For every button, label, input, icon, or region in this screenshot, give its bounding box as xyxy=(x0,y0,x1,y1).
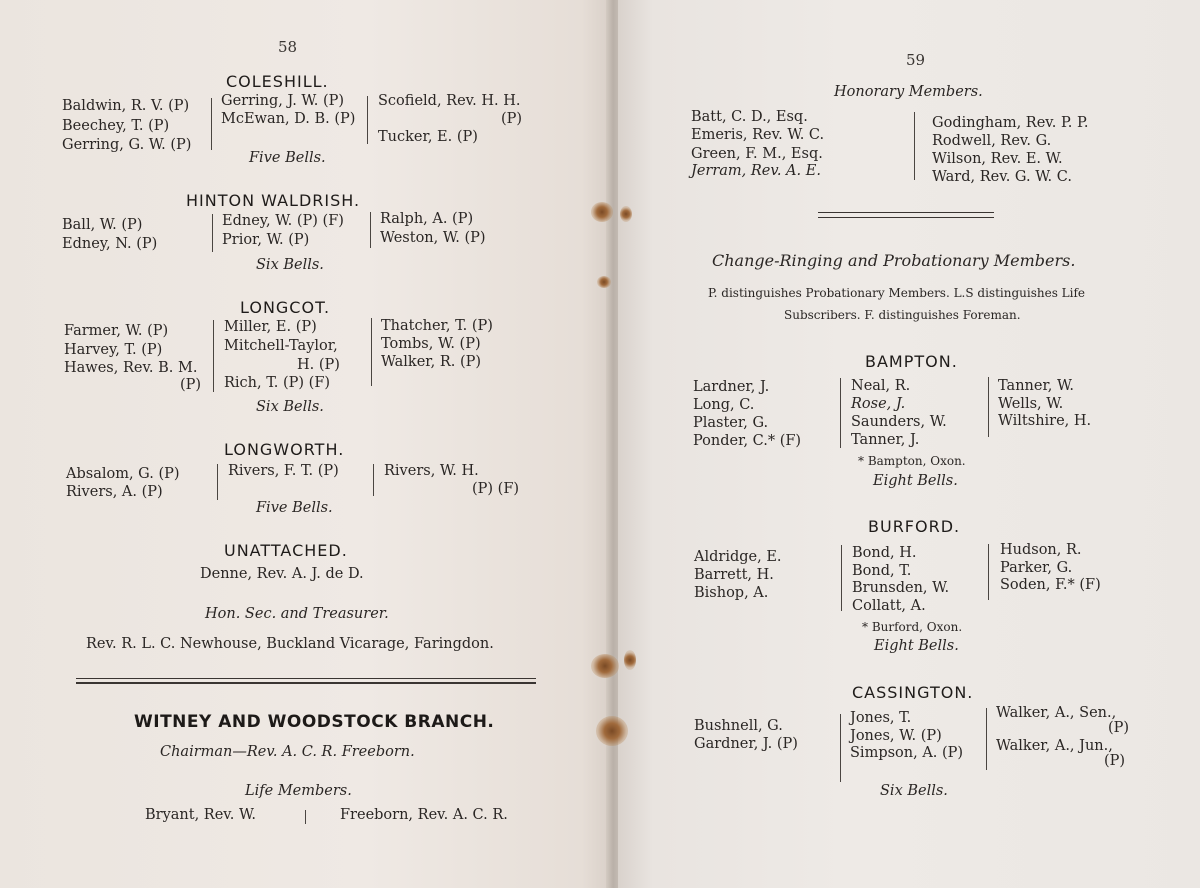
member-entry: Godingham, Rev. P. P. xyxy=(932,115,1089,131)
member-entry: Batt, C. D., Esq. xyxy=(691,109,808,125)
branch-chairman: Chairman—Rev. A. C. R. Freeborn. xyxy=(160,744,415,760)
member-entry: Edney, W. (P) (F) xyxy=(222,213,344,229)
member-entry: Lardner, J. xyxy=(693,379,770,395)
member-entry: Bishop, A. xyxy=(694,585,769,601)
column-divider xyxy=(305,810,306,824)
member-entry: Saunders, W. xyxy=(851,414,947,430)
member-entry: Emeris, Rev. W. C. xyxy=(691,127,825,143)
member-entry: Gerring, G. W. (P) xyxy=(62,137,192,153)
member-entry: Rivers, W. H. xyxy=(384,463,479,479)
member-entry: Bond, H. xyxy=(852,545,917,561)
member-entry: (P) xyxy=(1108,720,1130,736)
member-entry: Miller, E. (P) xyxy=(224,319,317,335)
member-entry: Brunsden, W. xyxy=(852,580,950,596)
column-divider xyxy=(367,96,368,144)
section-heading-coleshill: COLESHILL. xyxy=(226,72,329,91)
member-entry: McEwan, D. B. (P) xyxy=(221,111,356,127)
change-ringing-title: Change-Ringing and Probationary Members. xyxy=(712,251,1076,270)
member-entry: Ponder, C.* (F) xyxy=(693,433,802,449)
member-entry: Baldwin, R. V. (P) xyxy=(62,98,190,114)
member-entry: Collatt, A. xyxy=(852,598,926,614)
rust-stain xyxy=(624,650,636,670)
member-entry: Weston, W. (P) xyxy=(380,230,486,246)
section-rule xyxy=(76,682,536,684)
member-entry: Denne, Rev. A. J. de D. xyxy=(200,566,364,582)
member-entry: Simpson, A. (P) xyxy=(850,745,964,761)
column-divider xyxy=(373,464,374,496)
member-entry: Beechey, T. (P) xyxy=(62,118,170,134)
branch-title: WITNEY AND WOODSTOCK BRANCH. xyxy=(134,712,495,732)
member-entry: Scofield, Rev. H. H. xyxy=(378,93,521,109)
member-entry: Barrett, H. xyxy=(694,567,774,583)
member-entry: Mitchell-Taylor, xyxy=(224,338,338,354)
section-heading-longworth: LONGWORTH. xyxy=(224,440,345,459)
life-members-label: Life Members. xyxy=(245,783,352,799)
member-entry: (P) xyxy=(180,377,202,393)
member-entry: Gerring, J. W. (P) xyxy=(221,93,345,109)
member-entry: Tucker, E. (P) xyxy=(378,129,478,145)
member-entry: Hawes, Rev. B. M. xyxy=(64,360,198,376)
column-divider xyxy=(986,708,987,770)
rust-stain xyxy=(591,654,619,678)
member-entry: Ralph, A. (P) xyxy=(380,211,474,227)
member-entry: Plaster, G. xyxy=(693,415,769,431)
rust-stain xyxy=(596,716,628,746)
section-heading-burford: BURFORD. xyxy=(868,517,961,536)
member-entry: Aldridge, E. xyxy=(694,549,782,565)
member-entry: (P) xyxy=(501,111,523,127)
member-entry: Bond, T. xyxy=(852,563,912,579)
member-entry: Wiltshire, H. xyxy=(998,413,1092,429)
hon-sec-entry: Rev. R. L. C. Newhouse, Buckland Vicarage, Faringdon. xyxy=(86,636,494,652)
column-divider xyxy=(212,214,213,252)
member-entry: Rodwell, Rev. G. xyxy=(932,133,1052,149)
column-divider xyxy=(213,320,214,392)
column-divider xyxy=(988,544,989,600)
rust-stain xyxy=(591,202,613,222)
column-divider xyxy=(988,377,989,437)
bells-note: Five Bells. xyxy=(256,500,333,516)
member-entry: Walker, A., Sen., xyxy=(996,705,1117,721)
section-heading-unattached: UNATTACHED. xyxy=(224,541,348,560)
column-divider xyxy=(840,378,841,448)
member-entry: Bryant, Rev. W. xyxy=(145,807,256,823)
section-rule xyxy=(818,212,994,213)
bells-note: Five Bells. xyxy=(249,150,326,166)
column-divider xyxy=(370,212,371,248)
member-entry: Parker, G. xyxy=(1000,560,1073,576)
section-heading-hinton-waldrish: HINTON WALDRISH. xyxy=(186,191,361,210)
member-entry: Tombs, W. (P) xyxy=(381,336,481,352)
member-entry: Absalom, G. (P) xyxy=(66,466,180,482)
member-entry: Walker, R. (P) xyxy=(381,354,482,370)
rust-stain xyxy=(620,206,632,222)
section-heading-bampton: BAMPTON. xyxy=(865,352,958,371)
bells-note: Six Bells. xyxy=(256,399,324,415)
column-divider xyxy=(841,545,842,611)
member-entry: Gardner, J. (P) xyxy=(694,736,798,752)
member-entry: Freeborn, Rev. A. C. R. xyxy=(340,807,508,823)
member-entry: Walker, A., Jun., xyxy=(996,738,1113,754)
bells-note: Six Bells. xyxy=(880,783,948,799)
rust-stain xyxy=(597,276,611,288)
member-entry: Wells, W. xyxy=(998,396,1064,412)
page-number: 59 xyxy=(906,51,926,69)
legend-line: P. distinguishes Probationary Members. L.S distinguishes Life xyxy=(708,286,1086,300)
member-entry: H. (P) xyxy=(297,357,340,373)
member-entry: Long, C. xyxy=(693,397,755,413)
member-entry: (P) (F) xyxy=(472,481,520,497)
bells-note: Six Bells. xyxy=(256,257,324,273)
column-divider xyxy=(371,318,372,386)
honorary-label: Honorary Members. xyxy=(834,84,983,100)
member-entry: Soden, F.* (F) xyxy=(1000,577,1101,593)
member-entry: Green, F. M., Esq. xyxy=(691,146,823,162)
member-entry: Neal, R. xyxy=(851,378,911,394)
column-divider xyxy=(211,98,212,150)
column-divider xyxy=(914,112,915,180)
member-entry: Jerram, Rev. A. E. xyxy=(691,163,821,179)
member-entry: Tanner, W. xyxy=(998,378,1074,394)
member-entry: Wilson, Rev. E. W. xyxy=(932,151,1063,167)
member-entry: Rich, T. (P) (F) xyxy=(224,375,331,391)
legend-line: Subscribers. F. distinguishes Foreman. xyxy=(784,308,1021,322)
member-entry: (P) xyxy=(1104,753,1126,769)
member-entry: Jones, W. (P) xyxy=(850,728,942,744)
column-divider xyxy=(840,714,841,782)
member-entry: Edney, N. (P) xyxy=(62,236,158,252)
page-number: 58 xyxy=(278,38,298,56)
member-entry: Jones, T. xyxy=(850,710,912,726)
member-entry: Ward, Rev. G. W. C. xyxy=(932,169,1072,185)
bells-note: Eight Bells. xyxy=(873,473,958,489)
section-heading-cassington: CASSINGTON. xyxy=(852,683,974,702)
member-entry: Thatcher, T. (P) xyxy=(381,318,493,334)
member-entry: Ball, W. (P) xyxy=(62,217,143,233)
member-entry: Rivers, F. T. (P) xyxy=(228,463,339,479)
bells-note: Eight Bells. xyxy=(874,638,959,654)
section-heading-longcot: LONGCOT. xyxy=(240,298,331,317)
member-entry: Rose, J. xyxy=(851,396,906,412)
section-rule xyxy=(76,678,536,679)
member-entry: Bushnell, G. xyxy=(694,718,783,734)
member-entry: Farmer, W. (P) xyxy=(64,323,169,339)
footnote: * Burford, Oxon. xyxy=(862,620,963,634)
section-rule xyxy=(818,217,994,218)
hon-sec-label: Hon. Sec. and Treasurer. xyxy=(205,606,389,622)
member-entry: Harvey, T. (P) xyxy=(64,342,163,358)
member-entry: Rivers, A. (P) xyxy=(66,484,163,500)
right-page xyxy=(618,0,1200,888)
member-entry: Prior, W. (P) xyxy=(222,232,310,248)
member-entry: Hudson, R. xyxy=(1000,542,1082,558)
column-divider xyxy=(217,464,218,500)
footnote: * Bampton, Oxon. xyxy=(858,454,966,468)
member-entry: Tanner, J. xyxy=(851,432,920,448)
